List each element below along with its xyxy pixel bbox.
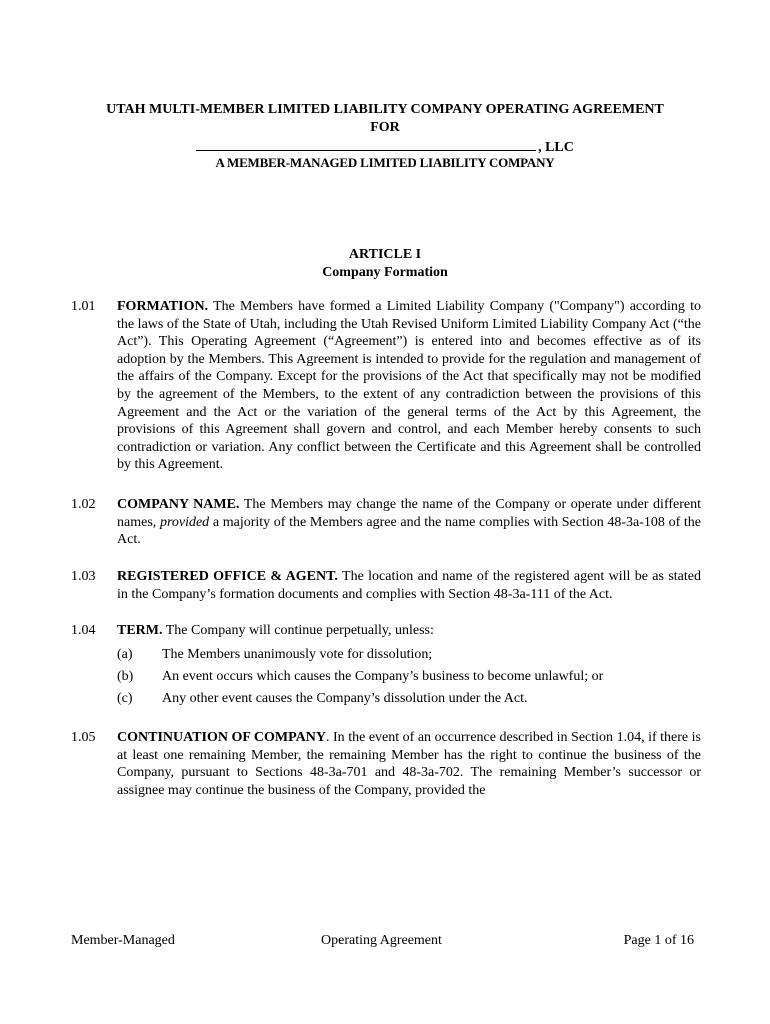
company-name-blank[interactable] [196,138,536,151]
section-body [117,496,701,549]
title-for: FOR [370,120,400,135]
document-subtitle: A MEMBER-MANAGED LIMITED LIABILITY COMPANY [215,155,555,170]
section-body [117,622,701,640]
list-text: An event occurs which causes the Company’s business to become unlawful; or [162,668,604,684]
list-letter: (b) [117,668,134,684]
list-letter: (a) [117,646,133,662]
section-heading: CONTINUATION OF COMPANY [117,730,326,745]
section-heading: FORMATION. [117,299,209,314]
document-title [0,101,770,137]
page-number: Page 1 of 16 [623,933,694,948]
section-body [117,298,701,474]
list-item [117,666,701,688]
title-line: UTAH MULTI-MEMBER LIMITED LIABILITY COMPANY OPERATING AGREEMENT [106,102,664,117]
article-name: Company Formation [322,265,448,280]
section-number: 1.04 [71,623,96,638]
section-heading: COMPANY NAME. [117,497,240,512]
list-letter: (c) [117,690,133,706]
llc-name-line [0,138,770,156]
section-1-01 [71,298,701,474]
list-item [117,688,701,710]
section-1-05 [71,729,701,799]
section-number: 1.05 [71,730,96,745]
section-text: . In the event of an occurrence described in Section 1.04, if there is at least one remaining Member, the remaining Member has the right to continue the business of the Company, pursuant to Sections 48-3a-701 and 48-3a-702. The remaining Member’s successor or assignee may continue the business of the Company, provided the [117,730,701,798]
list-text: Any other event causes the Company’s dissolution under the Act. [162,690,528,706]
article-number: ARTICLE I [348,247,422,262]
term-conditions-list [117,644,701,710]
section-heading: TERM. [117,623,163,638]
section-number: 1.03 [71,569,96,584]
section-1-02 [71,496,701,549]
section-number: 1.01 [71,299,96,314]
section-text: The Company will continue perpetually, unless: [162,623,434,638]
section-1-04 [71,622,701,710]
section-heading: REGISTERED OFFICE & AGENT. [117,569,338,584]
list-text: The Members unanimously vote for dissolution; [162,646,433,662]
footer-left: Member-Managed [71,933,175,948]
section-number: 1.02 [71,497,96,512]
list-item [117,644,701,666]
section-text: The location and name of the registered agent will be as stated in the Company’s formation documents and complies with Section 48-3a-111 of the Act. [117,569,701,602]
section-text: The Members may change the name of the Company or operate under different names, [117,497,701,530]
section-text: The Members have formed a Limited Liability Company ("Company") according to the laws of the State of Utah, including the Utah Revised Uniform Limited Liability Company Act (“the Act”). This Operating Agreement (“Agreement”) is entered into and becomes effective as of its adoption by the Members. This Agreement is intended to provide for the regulation and management of the affairs of the Company. Except for the provisions of the Act that specifically may not be modified by the agreement of the Members, to the extent of any contradiction between the provisions of this Agreement and the Act or the variation of the general terms of the Act by this Agreement, the provisions of this Agreement shall govern and control, and each Member hereby consents to such contradiction or variation. Any conflict between the Certificate and this Agreement shall be controlled by this Agreement. [117,299,701,473]
section-body [117,729,701,799]
section-body [117,568,701,603]
section-1-03 [71,568,701,603]
llc-suffix: , LLC [538,140,574,155]
section-italic: provided [159,514,210,530]
article-heading [0,246,770,282]
section-text: a majority of the Members agree and the name complies with Section 48-3a-108 of the Act. [117,514,702,548]
footer-center: Operating Agreement [321,933,442,948]
